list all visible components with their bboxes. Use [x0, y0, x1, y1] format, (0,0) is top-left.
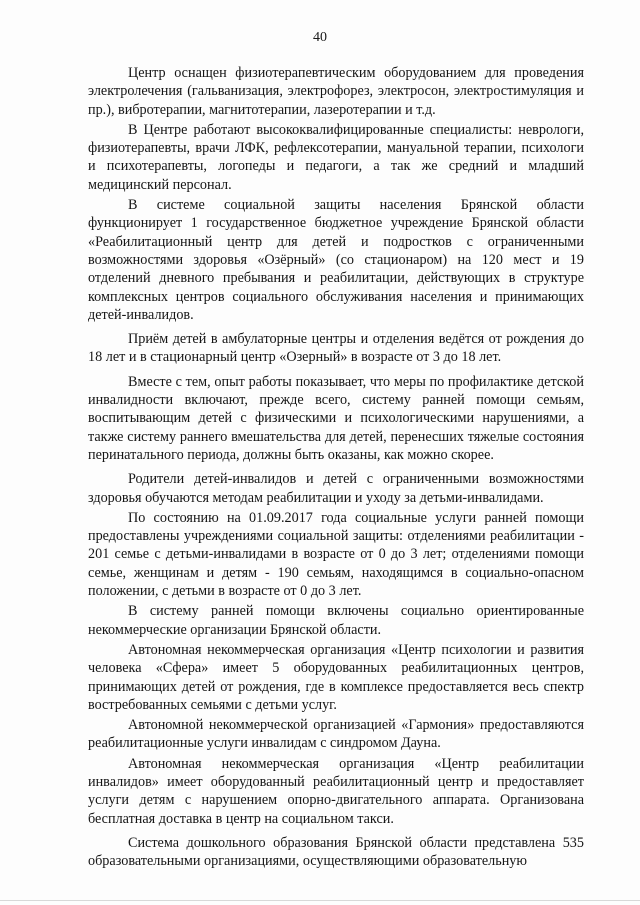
paragraph-sfera: Автономная некоммерческая организация «Центр психологии и развития человека «Сфера» имеет 5 оборудованных реабилитационных центров, принимающих детей от рождения, где в комплексе предоставляется весь спектр востребованных семьями с детьми услуг. [88, 641, 584, 713]
paragraph-parents-training: Родители детей-инвалидов и детей с ограниченными возможностями здоровья обучаются методам реабилитации и уходу за детьми-инвалидами. [88, 471, 584, 506]
paragraph-prevention: Вместе с тем, опыт работы показывает, что меры по профилактике детской инвалидности включают, прежде всего, систему ранней помощи семьям, воспитывающим детей с физическими и психологическими нарушениями, а также систему раннего вмешательства для детей, перенесших тяжелые состояния перинатального периода, должны быть оказаны, как можно скорее. [88, 373, 584, 463]
paragraph-nko-included: В систему ранней помощи включены социально ориентированные некоммерческие организации Брянской области. [88, 603, 584, 638]
paragraph-garmonia: Автономной некоммерческой организацией «Гармония» предоставляются реабилитационные услуги инвалидам с синдромом Дауна. [88, 717, 584, 752]
paragraph-admission: Приём детей в амбулаторные центры и отделения ведётся от рождения до 18 лет и в стационарный центр «Озерный» в возрасте от 3 до 18 лет. [88, 331, 584, 366]
paragraph-social-protection: В системе социальной защиты населения Брянской области функционирует 1 государственное бюджетное учреждение Брянской области «Реабилитационный центр для детей и подростков с ограниченными возможностями здоровья «Озёрный» (со стационаром) на 120 мест и 19 отделений дневного пребывания и реабилитации, действующих в структуре комплексных центров социального обслуживания населения и принимающих детей-инвалидов. [88, 197, 584, 323]
paragraph-preschool: Система дошкольного образования Брянской области представлена 535 образовательными организациями, осуществляющими образовательную [88, 834, 584, 870]
paragraph-specialists: В Центре работают высококвалифицированные специалисты: неврологи, физиотерапевты, врачи ЛФК, рефлексотерапии, мануальной терапии, психологи и психотерапевты, логопеды и педагоги, а так же средний и младший медицинский персонал. [88, 121, 584, 193]
page-number: 40 [313, 30, 327, 45]
document-body [88, 64, 584, 872]
paragraph-rehab-center: Автономная некоммерческая организация «Центр реабилитации инвалидов» имеет оборудованный реабилитационный центр и предоставляет услуги детям с нарушением опорно-двигательного аппарата. Организована бесплатная доставка в центр на социальном такси. [88, 755, 584, 827]
page-bottom-edge [0, 900, 640, 901]
paragraph-equipment: Центр оснащен физиотерапевтическим оборудованием для проведения электролечения (гальванизация, электрофорез, электросон, электростимуляция и пр.), вибротерапии, магнитотерапии, лазеротерапии и т.д. [88, 65, 584, 118]
paragraph-early-help-stats: По состоянию на 01.09.2017 года социальные услуги ранней помощи предоставлены учреждениями социальной защиты: отделениями реабилитации - 201 семье с детьми-инвалидами в возрасте от 0 до 3 лет; отделениями помощи семье, женщинам и детям - 190 семьям, находящимся в социально-опасном положении, с детьми в возрасте от 0 до 3 лет. [88, 509, 584, 600]
